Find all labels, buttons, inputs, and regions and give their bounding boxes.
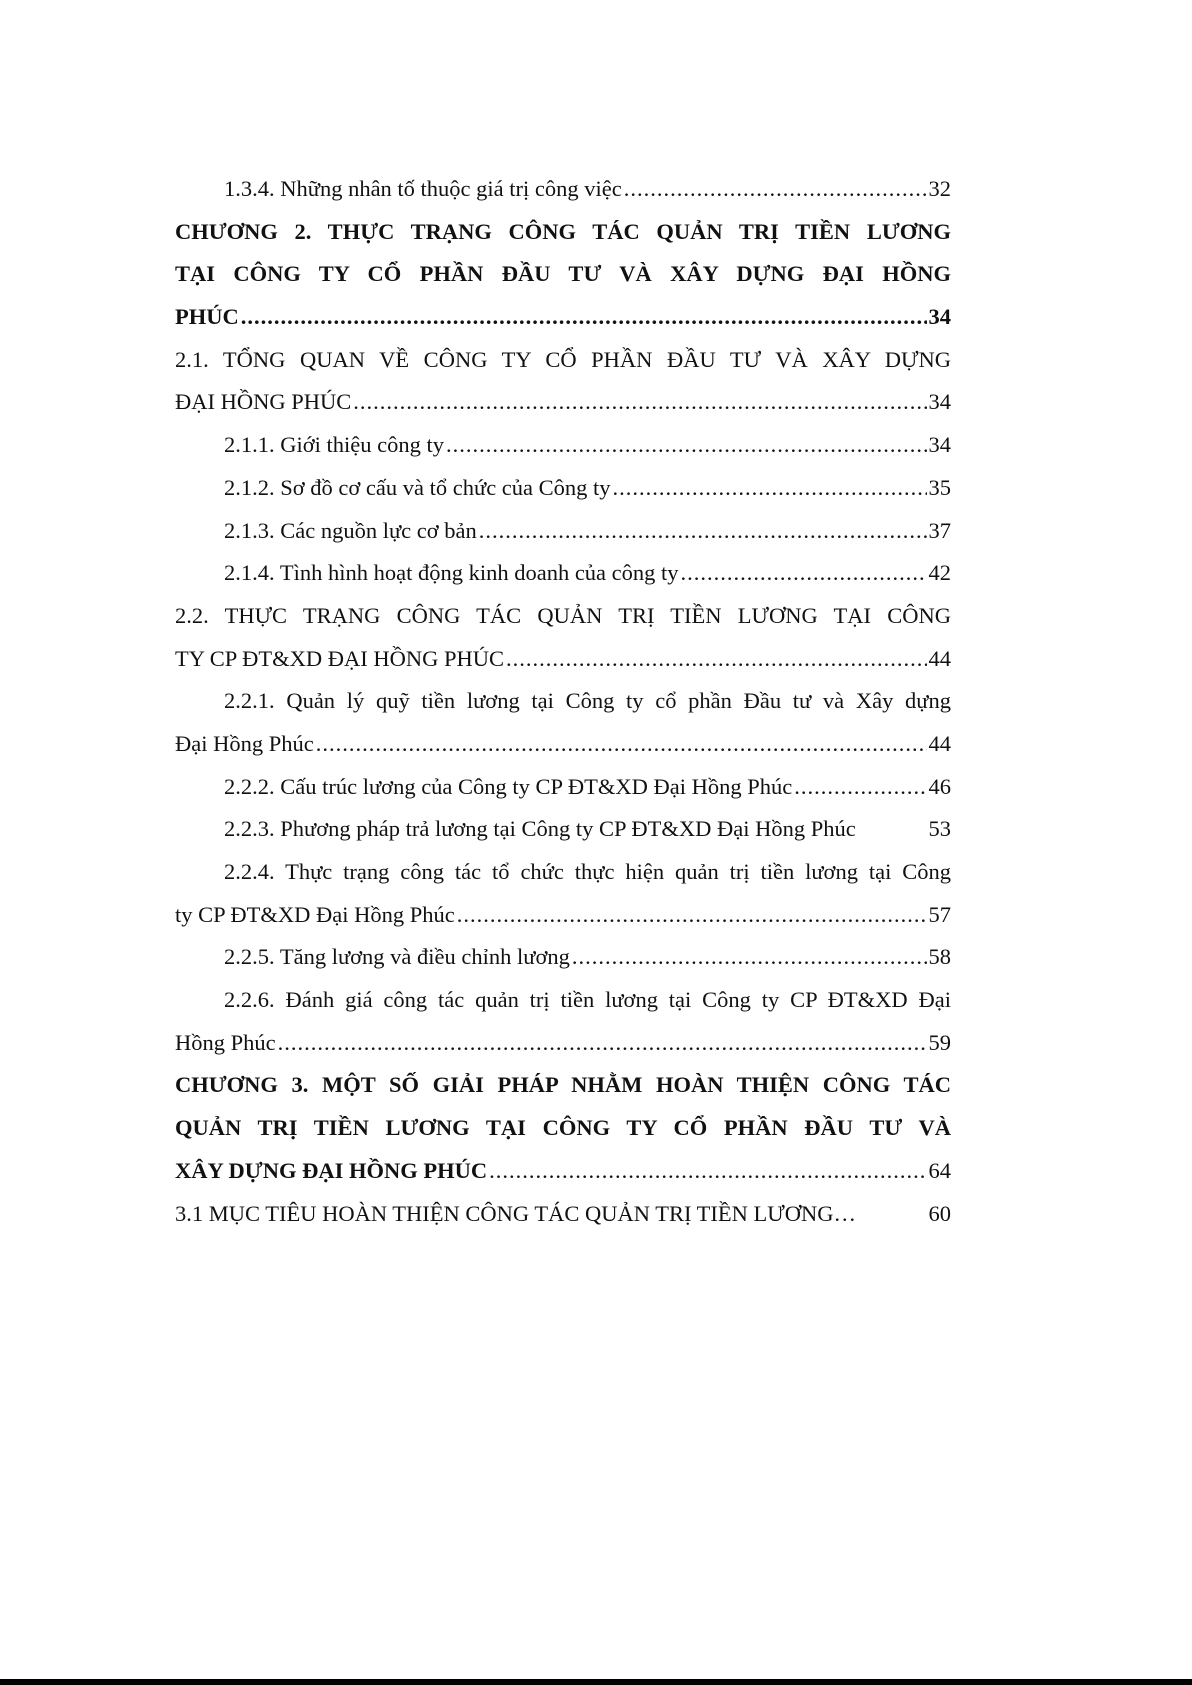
toc-entry-title: 2.1.4. Tình hình hoạt động kinh doanh của công ty xyxy=(224,560,679,586)
toc-entry-title: 2.1.1. Giới thiệu công ty xyxy=(224,432,445,458)
toc-page-number: 42 xyxy=(928,560,951,586)
toc-entry-title: 2.1.3. Các nguồn lực cơ bản xyxy=(224,517,477,543)
toc-entry-2-2-1-line-1[interactable]: 2.2.1. Quản lý quỹ tiền lương tại Công ty cổ phần Đầu tư và Xây dựng xyxy=(224,688,951,714)
toc-entry-title: 2.2.5. Tăng lương và điều chỉnh lương xyxy=(224,944,570,970)
toc-entry-title: PHÚC xyxy=(175,304,239,330)
toc-entry-2-1-4[interactable] xyxy=(175,552,951,595)
toc-page-number: 46 xyxy=(928,773,951,799)
toc-page-number: 44 xyxy=(928,730,951,756)
toc-page-number: 64 xyxy=(928,1157,951,1183)
dot-leader xyxy=(613,467,927,510)
toc-entry-2-1-3[interactable] xyxy=(175,510,951,553)
toc-page-number: 34 xyxy=(928,389,951,415)
dot-leader xyxy=(479,510,927,553)
dot-leader xyxy=(446,424,926,467)
dot-leader xyxy=(681,552,927,595)
toc-chapter-3-line-1[interactable]: CHƯƠNG 3. MỘT SỐ GIẢI PHÁP NHẰM HOÀN THIỆN CÔNG TÁC xyxy=(175,1072,951,1098)
toc-section-3-1[interactable] xyxy=(175,1193,951,1236)
toc-entry-2-1-1[interactable] xyxy=(175,424,951,467)
toc-entry-title: 2.2.2. Cấu trúc lương của Công ty CP ĐT&XD Đại Hồng Phúc xyxy=(224,773,793,799)
toc-page-number: 32 xyxy=(928,176,951,201)
toc-entry-2-2-3[interactable] xyxy=(175,808,951,851)
toc-entry-2-2-2[interactable] xyxy=(175,766,951,809)
toc-chapter-2-line-2[interactable]: TẠI CÔNG TY CỔ PHẦN ĐẦU TƯ VÀ XÂY DỰNG ĐẠI HỒNG xyxy=(175,261,951,287)
toc-entry-title: 2.1.2. Sơ đồ cơ cấu và tổ chức của Công ty xyxy=(224,474,611,500)
dot-leader xyxy=(624,168,927,211)
dot-leader xyxy=(506,638,927,681)
toc-entry-title: 2.2.3. Phương pháp trả lương tại Công ty CP ĐT&XD Đại Hồng Phúc xyxy=(224,816,856,842)
toc-section-2-1-line-1[interactable]: 2.1. TỔNG QUAN VỀ CÔNG TY CỔ PHẦN ĐẦU TƯ VÀ XÂY DỰNG xyxy=(175,346,951,372)
toc-entry-title: TY CP ĐT&XD ĐẠI HỒNG PHÚC xyxy=(175,645,504,671)
page-bottom-border xyxy=(0,1679,1192,1685)
toc-page-number: 53 xyxy=(928,816,951,842)
toc-page-number: 59 xyxy=(928,1029,951,1055)
toc-entry-2-2-5[interactable] xyxy=(175,936,951,979)
toc-chapter-3-line-2[interactable]: QUẢN TRỊ TIỀN LƯƠNG TẠI CÔNG TY CỔ PHẦN ĐẦU TƯ VÀ xyxy=(175,1115,951,1141)
toc-entry-title: Hồng Phúc xyxy=(175,1029,276,1055)
toc-page-number: 58 xyxy=(928,944,951,970)
toc-page-number: 34 xyxy=(928,304,951,330)
toc-entry-title: ĐẠI HỒNG PHÚC xyxy=(175,389,352,415)
toc-section-2-2-line-2[interactable] xyxy=(175,638,951,681)
toc-chapter-2-line-1[interactable]: CHƯƠNG 2. THỰC TRẠNG CÔNG TÁC QUẢN TRỊ TIỀN LƯƠNG xyxy=(175,218,951,244)
toc-entry-2-2-4-line-2[interactable] xyxy=(175,894,951,937)
toc-page-number: 37 xyxy=(928,517,951,543)
toc-chapter-3-line-3[interactable] xyxy=(175,1150,951,1193)
toc-entry-2-1-2[interactable] xyxy=(175,467,951,510)
toc-section-2-2-line-1[interactable]: 2.2. THỰC TRẠNG CÔNG TÁC QUẢN TRỊ TIỀN LƯƠNG TẠI CÔNG xyxy=(175,602,951,628)
dot-leader xyxy=(572,936,927,979)
dot-leader xyxy=(278,1022,927,1065)
toc-entry-title: 1.3.4. Những nhân tố thuộc giá trị công việc xyxy=(224,176,622,201)
dot-leader xyxy=(241,296,927,339)
toc-entry-2-2-1-line-2[interactable] xyxy=(175,723,951,766)
dot-leader xyxy=(353,381,926,424)
toc-entry-2-2-4-line-1[interactable]: 2.2.4. Thực trạng công tác tổ chức thực hiện quản trị tiền lương tại Công xyxy=(224,859,951,884)
toc-section-2-1-line-2[interactable] xyxy=(175,381,951,424)
toc-page-number: 35 xyxy=(928,474,951,500)
toc-entry-1-3-4[interactable] xyxy=(175,168,951,211)
toc-entry-2-2-6-line-1[interactable]: 2.2.6. Đánh giá công tác quản trị tiền lương tại Công ty CP ĐT&XD Đại xyxy=(224,987,951,1013)
toc-entry-title: 3.1 MỤC TIÊU HOÀN THIỆN CÔNG TÁC QUẢN TRỊ TIỀN LƯƠNG… xyxy=(175,1200,856,1226)
toc-entry-title: ty CP ĐT&XD Đại Hồng Phúc xyxy=(175,901,455,927)
dot-leader xyxy=(489,1150,926,1193)
toc-page-number: 34 xyxy=(928,432,951,458)
dot-leader xyxy=(316,723,927,766)
toc-page-number: 44 xyxy=(928,645,951,671)
dot-leader xyxy=(457,894,927,937)
toc-entry-2-2-6-line-2[interactable] xyxy=(175,1022,951,1065)
toc-page-number: 60 xyxy=(928,1200,951,1226)
toc-page-number: 57 xyxy=(928,901,951,927)
toc-entry-title: Đại Hồng Phúc xyxy=(175,730,314,756)
dot-leader xyxy=(794,766,926,809)
toc-entry-title: XÂY DỰNG ĐẠI HỒNG PHÚC xyxy=(175,1157,488,1183)
table-of-contents xyxy=(175,168,951,1235)
toc-chapter-2-line-3[interactable] xyxy=(175,296,951,339)
